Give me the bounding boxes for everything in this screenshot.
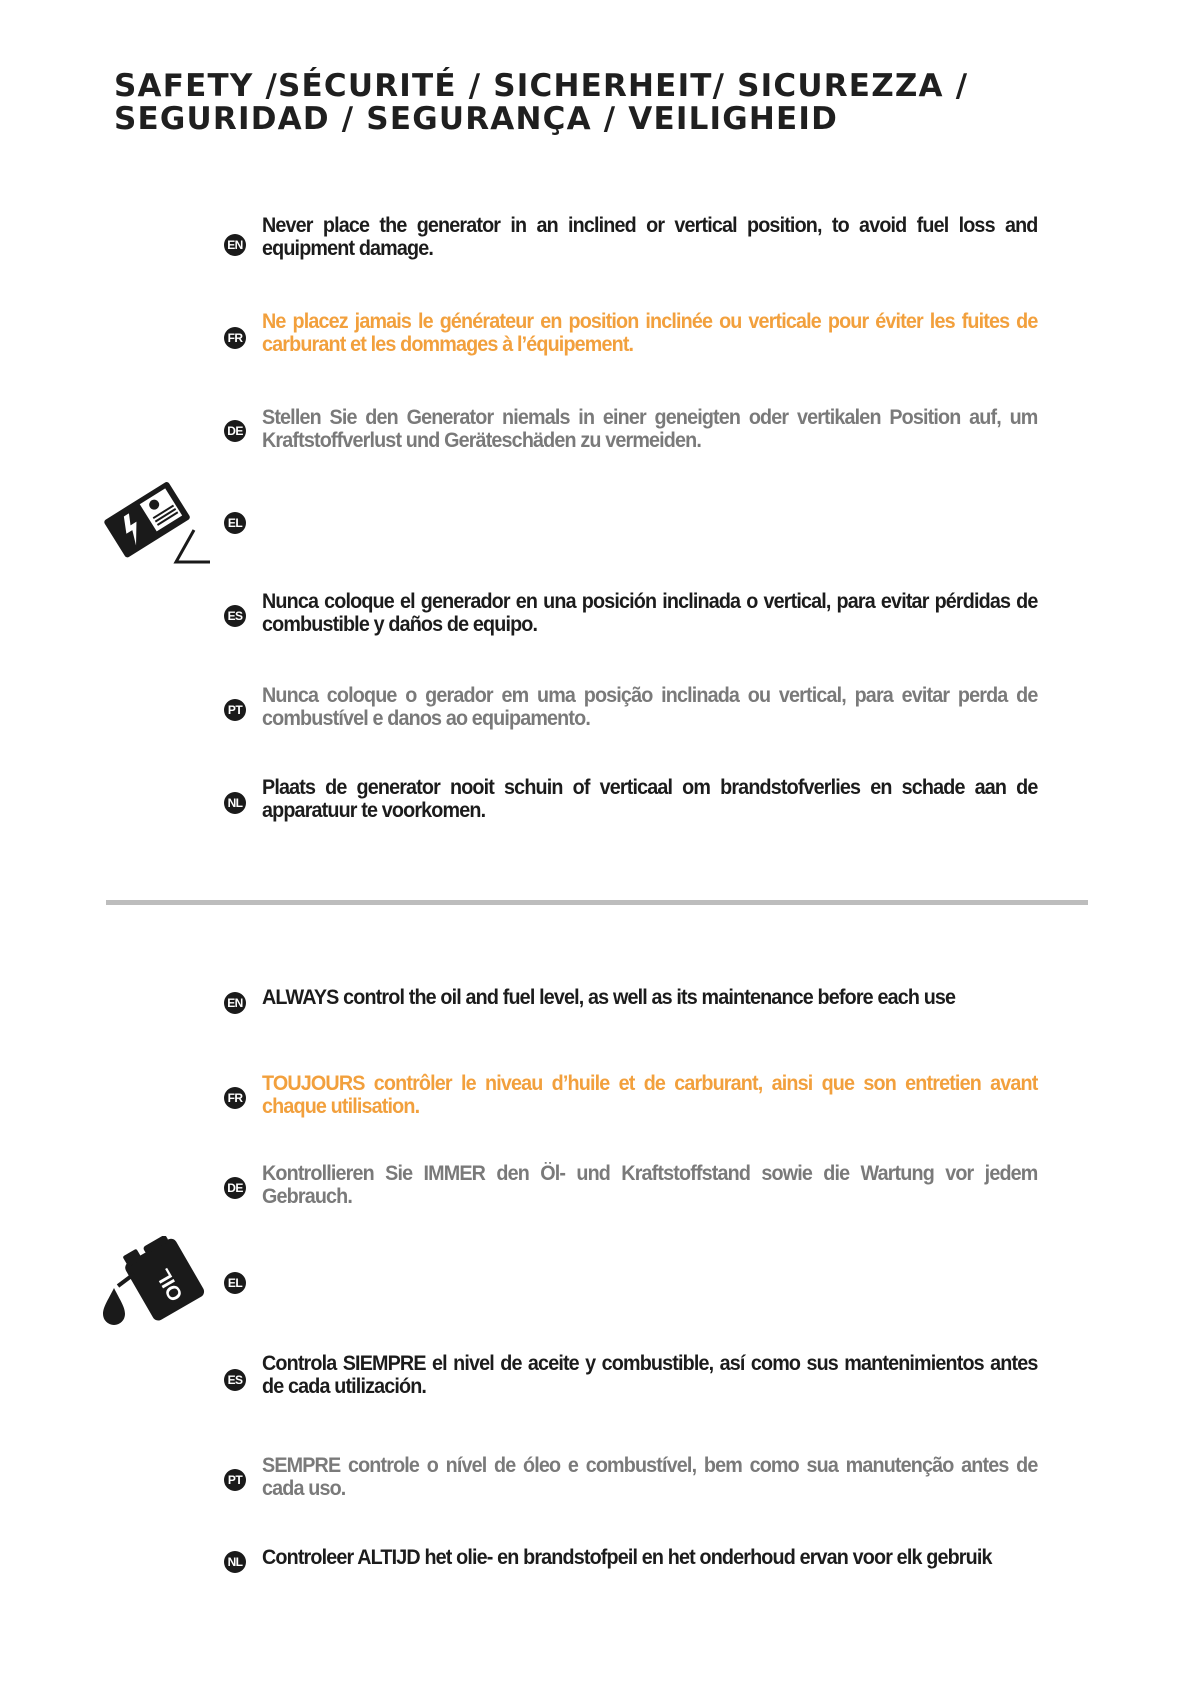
page-title-line-1: SAFETY /SÉCURITÉ / SICHERHEIT/ SICUREZZA /: [114, 68, 969, 104]
language-badge-es: ES: [224, 605, 246, 627]
entry-text-en: ALWAYS control the oil and fuel level, as well as its maintenance before each use: [262, 986, 956, 1009]
page-title-line-2: SEGURIDAD / SEGURANÇA / VEILIGHEID: [114, 101, 839, 137]
language-badge-nl: NL: [224, 1551, 246, 1573]
language-badge-el: EL: [224, 512, 246, 534]
entry-text-de: Kontrollieren Sie IMMER den Öl- und Kraftstoffstand sowie die Wartung vor jedem Gebrauch.: [262, 1162, 1038, 1208]
language-badge-nl: NL: [224, 792, 246, 814]
language-badge-fr: FR: [224, 327, 246, 349]
entry-text-nl: Controleer ALTIJD het olie- en brandstofpeil en het onderhoud ervan voor elk gebruik: [262, 1546, 992, 1569]
entry-text-pt: SEMPRE controle o nível de óleo e combustível, bem como sua manutenção antes de cada uso.: [262, 1454, 1038, 1500]
section-divider: [106, 900, 1088, 905]
language-badge-de: DE: [224, 1177, 246, 1199]
language-badge-el: EL: [224, 1272, 246, 1294]
language-badge-en: EN: [224, 234, 246, 256]
entry-text-fr: TOUJOURS contrôler le niveau d’huile et de carburant, ainsi que son entretien avant chaque utilisation.: [262, 1072, 1038, 1118]
oil-canister-icon: [100, 1236, 212, 1328]
language-badge-de: DE: [224, 420, 246, 442]
entry-text-en: Never place the generator in an inclined or vertical position, to avoid fuel loss and equipment damage.: [262, 214, 1038, 260]
language-badge-pt: PT: [224, 699, 246, 721]
language-badge-fr: FR: [224, 1087, 246, 1109]
entry-text-fr: Ne placez jamais le générateur en position inclinée ou verticale pour éviter les fuites de carburant et les dommages à l’équipement.: [262, 310, 1038, 356]
entry-text-de: Stellen Sie den Generator niemals in einer geneigten oder vertikalen Position auf, um Kraftstoffverlust und Geräteschäden zu vermeiden.: [262, 406, 1038, 452]
language-badge-pt: PT: [224, 1469, 246, 1491]
page-title: [114, 70, 1094, 136]
entry-text-nl: Plaats de generator nooit schuin of verticaal om brandstofverlies en schade aan de apparatuur te voorkomen.: [262, 776, 1038, 822]
oil-label: OIL: [152, 1264, 188, 1305]
language-badge-en: EN: [224, 992, 246, 1014]
entry-text-es: Nunca coloque el generador en una posición inclinada o vertical, para evitar pérdidas de combustible y daños de equipo.: [262, 590, 1038, 636]
language-badge-es: ES: [224, 1369, 246, 1391]
generator-tilt-warning-icon: [100, 478, 212, 566]
entry-text-es: Controla SIEMPRE el nivel de aceite y combustible, así como sus mantenimientos antes de cada utilización.: [262, 1352, 1038, 1398]
entry-text-pt: Nunca coloque o gerador em uma posição inclinada ou vertical, para evitar perda de combustível e danos ao equipamento.: [262, 684, 1038, 730]
